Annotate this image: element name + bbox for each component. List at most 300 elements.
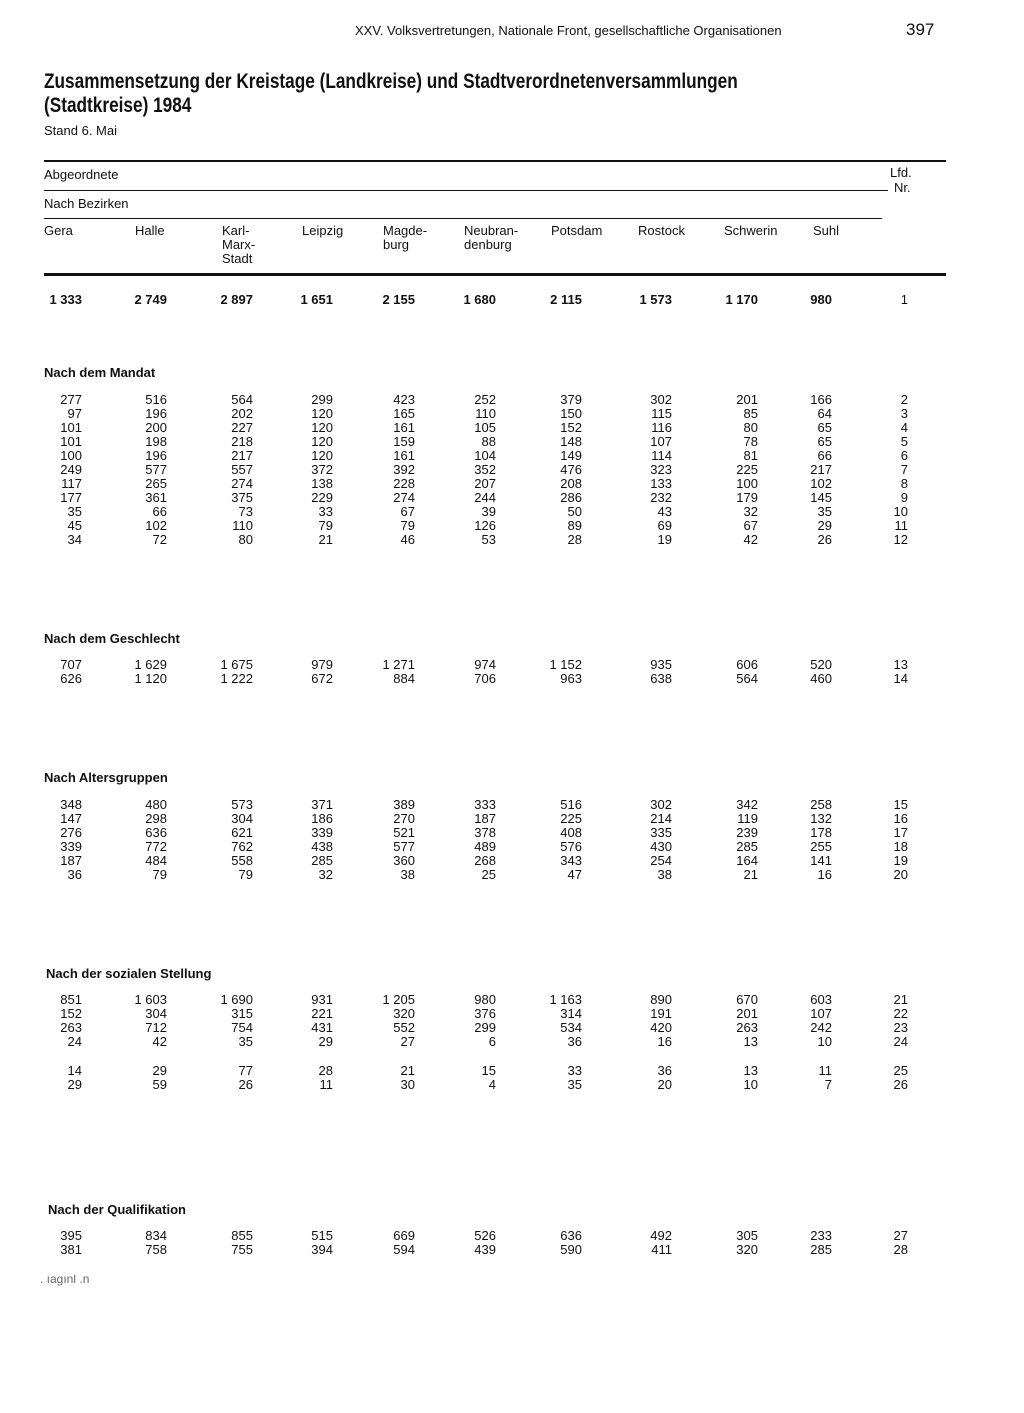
table-cell: 138 xyxy=(311,476,333,491)
row-number: 27 xyxy=(893,1228,908,1243)
table-cell: 423 xyxy=(393,392,415,407)
table-cell: 152 xyxy=(560,420,582,435)
table-cell: 100 xyxy=(60,448,82,463)
table-cell: 102 xyxy=(145,518,167,533)
table-cell: 35 xyxy=(567,1077,582,1092)
table-cell: 227 xyxy=(231,420,253,435)
table-cell: 4 xyxy=(488,1077,496,1092)
table-cell: 268 xyxy=(474,853,496,868)
table-cell: 36 xyxy=(567,1034,582,1049)
table-cell: 166 xyxy=(810,392,832,407)
table-cell: 276 xyxy=(60,825,82,840)
table-cell: 35 xyxy=(238,1034,253,1049)
table-cell: 88 xyxy=(481,434,496,449)
table-cell: 201 xyxy=(736,392,758,407)
table-cell: 263 xyxy=(736,1020,758,1035)
table-cell: 21 xyxy=(318,532,333,547)
table-cell: 381 xyxy=(60,1242,82,1257)
table-cell: 28 xyxy=(567,532,582,547)
table-cell: 302 xyxy=(650,797,672,812)
table-cell: 394 xyxy=(311,1242,333,1257)
row-number: 9 xyxy=(900,490,908,505)
table-cell: 11 xyxy=(319,1077,333,1092)
table-cell: 431 xyxy=(311,1020,333,1035)
table-cell: 16 xyxy=(817,867,832,882)
table-cell: 379 xyxy=(560,392,582,407)
row-number: 10 xyxy=(893,504,908,519)
rule-top xyxy=(44,160,946,162)
table-cell: 707 xyxy=(60,657,82,672)
table-cell: 1 271 xyxy=(382,657,415,672)
table-cell: 314 xyxy=(560,1006,582,1021)
table-cell: 79 xyxy=(238,867,253,882)
table-cell: 706 xyxy=(474,671,496,686)
table-cell: 576 xyxy=(560,839,582,854)
table-cell: 890 xyxy=(650,992,672,1007)
column-header: Rostock xyxy=(638,223,685,238)
table-cell: 638 xyxy=(650,671,672,686)
table-cell: 79 xyxy=(318,518,333,533)
table-cell: 24 xyxy=(67,1034,82,1049)
table-cell: 577 xyxy=(145,462,167,477)
column-header: Leipzig xyxy=(302,223,344,238)
table-cell: 408 xyxy=(560,825,582,840)
page-title xyxy=(44,70,738,118)
table-cell: 221 xyxy=(311,1006,333,1021)
table-cell: 29 xyxy=(67,1077,82,1092)
table-cell: 1 603 xyxy=(134,992,167,1007)
row-number: 12 xyxy=(893,532,908,547)
row-number: 21 xyxy=(893,992,908,1007)
table-cell: 65 xyxy=(817,434,832,449)
row-number: 11 xyxy=(894,518,908,533)
table-cell: 145 xyxy=(810,490,832,505)
table-cell: 360 xyxy=(393,853,415,868)
table-cell: 361 xyxy=(145,490,167,505)
table-cell: 29 xyxy=(817,518,832,533)
table-cell: 89 xyxy=(567,518,582,533)
table-cell: 758 xyxy=(145,1242,167,1257)
table-cell: 395 xyxy=(60,1228,82,1243)
table-cell: 21 xyxy=(743,867,758,882)
table-cell: 228 xyxy=(393,476,415,491)
table-cell: 79 xyxy=(152,867,167,882)
table-cell: 755 xyxy=(231,1242,253,1257)
table-cell: 476 xyxy=(560,462,582,477)
row-number: 14 xyxy=(893,671,908,686)
table-cell: 315 xyxy=(231,1006,253,1021)
table-cell: 16 xyxy=(657,1034,672,1049)
table-cell: 19 xyxy=(657,532,672,547)
table-cell: 53 xyxy=(481,532,496,547)
table-cell: 594 xyxy=(393,1242,415,1257)
table-cell: 201 xyxy=(736,1006,758,1021)
row-number: 7 xyxy=(900,462,908,477)
table-cell: 20 xyxy=(657,1077,672,1092)
table-cell: 712 xyxy=(145,1020,167,1035)
section-title: Nach dem Mandat xyxy=(44,365,156,380)
table-cell: 430 xyxy=(650,839,672,854)
title-line-2: (Stadtkreise) 1984 xyxy=(44,94,192,117)
table-cell: 191 xyxy=(650,1006,672,1021)
table-cell: 42 xyxy=(743,532,758,547)
table-cell: 46 xyxy=(400,532,415,547)
table-cell: 59 xyxy=(152,1077,167,1092)
table-cell: 2 155 xyxy=(382,292,415,307)
table-cell: 274 xyxy=(393,490,415,505)
table-cell: 590 xyxy=(560,1242,582,1257)
table-cell: 371 xyxy=(311,797,333,812)
table-cell: 80 xyxy=(743,420,758,435)
row-number: 23 xyxy=(893,1020,908,1035)
table-cell: 147 xyxy=(60,811,82,826)
table-cell: 1 222 xyxy=(220,671,253,686)
table-cell: 2 115 xyxy=(550,292,582,307)
table-cell: 834 xyxy=(145,1228,167,1243)
table-cell: 152 xyxy=(60,1006,82,1021)
header-lfd: Lfd. xyxy=(890,165,912,180)
table-cell: 239 xyxy=(736,825,758,840)
table-cell: 285 xyxy=(810,1242,832,1257)
row-number: 1 xyxy=(900,292,908,307)
header-nach-bezirken: Nach Bezirken xyxy=(44,196,129,211)
row-number: 20 xyxy=(893,867,908,882)
table-cell: 161 xyxy=(393,448,415,463)
table-cell: 1 675 xyxy=(220,657,253,672)
table-cell: 15 xyxy=(481,1063,496,1078)
table-cell: 672 xyxy=(311,671,333,686)
table-cell: 6 xyxy=(488,1034,496,1049)
table-cell: 161 xyxy=(393,420,415,435)
table-cell: 196 xyxy=(145,406,167,421)
table-cell: 564 xyxy=(736,671,758,686)
table-cell: 45 xyxy=(67,518,82,533)
table-cell: 974 xyxy=(474,657,496,672)
table-cell: 196 xyxy=(145,448,167,463)
table-cell: 207 xyxy=(474,476,496,491)
table-cell: 150 xyxy=(560,406,582,421)
table-cell: 323 xyxy=(650,462,672,477)
table-cell: 30 xyxy=(400,1077,415,1092)
table-cell: 1 163 xyxy=(549,992,582,1007)
row-number: 6 xyxy=(900,448,908,463)
table-cell: 120 xyxy=(311,434,333,449)
table-cell: 78 xyxy=(743,434,758,449)
column-header: Karl- Marx- Stadt xyxy=(222,223,256,266)
row-number: 2 xyxy=(900,392,908,407)
table-cell: 66 xyxy=(152,504,167,519)
table-cell: 120 xyxy=(311,420,333,435)
column-header: Schwerin xyxy=(724,223,778,238)
table-cell: 208 xyxy=(560,476,582,491)
table-cell: 35 xyxy=(817,504,832,519)
table-cell: 148 xyxy=(560,434,582,449)
table-cell: 232 xyxy=(650,490,672,505)
table-cell: 754 xyxy=(231,1020,253,1035)
column-header: Halle xyxy=(135,223,165,238)
table-cell: 101 xyxy=(60,434,82,449)
table-cell: 21 xyxy=(400,1063,415,1078)
table-cell: 165 xyxy=(393,406,415,421)
table-cell: 85 xyxy=(743,406,758,421)
table-cell: 64 xyxy=(817,406,832,421)
table-cell: 1 680 xyxy=(463,292,496,307)
table-cell: 36 xyxy=(67,867,82,882)
table-cell: 25 xyxy=(481,867,496,882)
table-cell: 636 xyxy=(560,1228,582,1243)
table-cell: 100 xyxy=(736,476,758,491)
table-cell: 516 xyxy=(560,797,582,812)
table-cell: 119 xyxy=(737,811,758,826)
table-cell: 80 xyxy=(238,532,253,547)
row-number: 28 xyxy=(893,1242,908,1257)
table-cell: 489 xyxy=(474,839,496,854)
table-cell: 339 xyxy=(60,839,82,854)
table-cell: 159 xyxy=(393,434,415,449)
row-number: 19 xyxy=(893,853,908,868)
running-head: XXV. Volksvertretungen, Nationale Front, gesellschaftliche Organisationen xyxy=(355,23,782,38)
table-cell: 36 xyxy=(657,1063,672,1078)
table-cell: 126 xyxy=(474,518,496,533)
table-cell: 270 xyxy=(393,811,415,826)
column-header: Potsdam xyxy=(551,223,603,238)
table-cell: 217 xyxy=(810,462,832,477)
table-cell: 335 xyxy=(650,825,672,840)
table-cell: 14 xyxy=(67,1063,82,1078)
table-cell: 520 xyxy=(810,657,832,672)
row-number: 5 xyxy=(900,434,908,449)
table-cell: 320 xyxy=(736,1242,758,1257)
table-cell: 110 xyxy=(232,518,253,533)
table-cell: 557 xyxy=(231,462,253,477)
table-cell: 772 xyxy=(145,839,167,854)
table-cell: 32 xyxy=(743,504,758,519)
table-cell: 229 xyxy=(311,490,333,505)
table-cell: 218 xyxy=(231,434,253,449)
table-cell: 164 xyxy=(736,853,758,868)
table-cell: 43 xyxy=(657,504,672,519)
table-cell: 26 xyxy=(238,1077,253,1092)
table-cell: 389 xyxy=(393,797,415,812)
table-cell: 67 xyxy=(743,518,758,533)
table-cell: 249 xyxy=(60,462,82,477)
table-cell: 120 xyxy=(311,406,333,421)
table-cell: 33 xyxy=(318,504,333,519)
table-cell: 1 120 xyxy=(134,671,167,686)
section-title: Nach der sozialen Stellung xyxy=(46,966,212,981)
table-cell: 460 xyxy=(810,671,832,686)
table-cell: 79 xyxy=(400,518,415,533)
table-cell: 132 xyxy=(810,811,832,826)
table-cell: 931 xyxy=(311,992,333,1007)
table-cell: 258 xyxy=(810,797,832,812)
row-number: 8 xyxy=(900,476,908,491)
table-cell: 265 xyxy=(145,476,167,491)
table-cell: 521 xyxy=(393,825,415,840)
table-cell: 186 xyxy=(311,811,333,826)
table-cell: 50 xyxy=(567,504,582,519)
table-cell: 304 xyxy=(145,1006,167,1021)
table-cell: 2 897 xyxy=(220,292,253,307)
table-cell: 27 xyxy=(400,1034,415,1049)
table-cell: 81 xyxy=(743,448,758,463)
table-cell: 621 xyxy=(231,825,253,840)
table-cell: 28 xyxy=(318,1063,333,1078)
table-cell: 372 xyxy=(311,462,333,477)
table-cell: 114 xyxy=(651,448,672,463)
table-cell: 177 xyxy=(60,490,82,505)
table-cell: 439 xyxy=(474,1242,496,1257)
table-cell: 225 xyxy=(560,811,582,826)
table-cell: 285 xyxy=(311,853,333,868)
table-cell: 573 xyxy=(231,797,253,812)
table-cell: 263 xyxy=(60,1020,82,1035)
row-number: 22 xyxy=(893,1006,908,1021)
table-cell: 1 690 xyxy=(220,992,253,1007)
table-cell: 72 xyxy=(152,532,167,547)
table-cell: 225 xyxy=(736,462,758,477)
table-cell: 178 xyxy=(810,825,832,840)
column-header: Gera xyxy=(44,223,73,238)
stand-date: Stand 6. Mai xyxy=(44,123,117,138)
table-cell: 1 170 xyxy=(725,292,758,307)
table-cell: 669 xyxy=(393,1228,415,1243)
table-cell: 116 xyxy=(651,420,672,435)
table-cell: 214 xyxy=(650,811,672,826)
table-cell: 42 xyxy=(152,1034,167,1049)
table-cell: 606 xyxy=(736,657,758,672)
table-cell: 29 xyxy=(152,1063,167,1078)
rule-header-bottom xyxy=(44,273,946,276)
row-number: 4 xyxy=(900,420,908,435)
table-cell: 979 xyxy=(311,657,333,672)
table-cell: 420 xyxy=(650,1020,672,1035)
table-cell: 492 xyxy=(650,1228,672,1243)
table-cell: 855 xyxy=(231,1228,253,1243)
page-number: 397 xyxy=(906,20,935,39)
table-cell: 187 xyxy=(474,811,496,826)
section-title: Nach Altersgruppen xyxy=(44,770,168,785)
table-cell: 149 xyxy=(560,448,582,463)
table-cell: 577 xyxy=(393,839,415,854)
table-cell: 342 xyxy=(736,797,758,812)
table-cell: 255 xyxy=(810,839,832,854)
table-cell: 33 xyxy=(567,1063,582,1078)
table-cell: 233 xyxy=(810,1228,832,1243)
table-cell: 285 xyxy=(736,839,758,854)
table-cell: 339 xyxy=(311,825,333,840)
table-cell: 202 xyxy=(231,406,253,421)
table-cell: 133 xyxy=(650,476,672,491)
table-cell: 107 xyxy=(810,1006,832,1021)
row-number: 15 xyxy=(893,797,908,812)
table-cell: 534 xyxy=(560,1020,582,1035)
table-cell: 2 749 xyxy=(134,292,167,307)
table-cell: 105 xyxy=(474,420,496,435)
table-cell: 97 xyxy=(67,406,82,421)
table-cell: 516 xyxy=(145,392,167,407)
row-number: 24 xyxy=(893,1034,908,1049)
table-cell: 39 xyxy=(481,504,496,519)
table-cell: 102 xyxy=(810,476,832,491)
table-cell: 884 xyxy=(393,671,415,686)
row-number: 18 xyxy=(893,839,908,854)
table-cell: 564 xyxy=(231,392,253,407)
table-cell: 392 xyxy=(393,462,415,477)
table-cell: 29 xyxy=(318,1034,333,1049)
column-header: Suhl xyxy=(813,223,840,238)
table-cell: 636 xyxy=(145,825,167,840)
table-cell: 286 xyxy=(560,490,582,505)
table-cell: 1 573 xyxy=(639,292,672,307)
table-cell: 626 xyxy=(60,671,82,686)
table-cell: 77 xyxy=(238,1063,253,1078)
table-cell: 378 xyxy=(474,825,496,840)
table-cell: 484 xyxy=(145,853,167,868)
row-number: 25 xyxy=(893,1063,908,1078)
table-cell: 526 xyxy=(474,1228,496,1243)
title-line-1: Zusammensetzung der Kreistage (Landkreise) und Stadtverordnetenversammlungen xyxy=(44,70,738,93)
column-header: Neubran- denburg xyxy=(464,223,519,252)
table-cell: 299 xyxy=(311,392,333,407)
section-title: Nach der Qualifikation xyxy=(48,1202,186,1217)
table-cell: 558 xyxy=(231,853,253,868)
table-cell: 141 xyxy=(810,853,832,868)
table-cell: 851 xyxy=(60,992,82,1007)
table-cell: 603 xyxy=(810,992,832,1007)
table-cell: 980 xyxy=(810,292,832,307)
table-cell: 101 xyxy=(60,420,82,435)
table-cell: 200 xyxy=(145,420,167,435)
row-number: 26 xyxy=(893,1077,908,1092)
table-cell: 10 xyxy=(817,1034,832,1049)
table-cell: 32 xyxy=(318,867,333,882)
table-cell: 69 xyxy=(657,518,672,533)
table-cell: 179 xyxy=(736,490,758,505)
table-cell: 252 xyxy=(474,392,496,407)
table-cell: 1 205 xyxy=(382,992,415,1007)
table-cell: 304 xyxy=(231,811,253,826)
table-cell: 38 xyxy=(657,867,672,882)
table-cell: 299 xyxy=(474,1020,496,1035)
table-cell: 217 xyxy=(231,448,253,463)
table-cell: 411 xyxy=(651,1242,672,1257)
table-cell: 1 152 xyxy=(549,657,582,672)
table-cell: 670 xyxy=(736,992,758,1007)
table-cell: 274 xyxy=(231,476,253,491)
table-cell: 11 xyxy=(818,1063,832,1078)
table-cell: 515 xyxy=(311,1228,333,1243)
table-cell: 320 xyxy=(393,1006,415,1021)
table-cell: 1 629 xyxy=(134,657,167,672)
table-cell: 376 xyxy=(474,1006,496,1021)
table-cell: 1 651 xyxy=(300,292,333,307)
table-cell: 1 333 xyxy=(49,292,82,307)
table-cell: 10 xyxy=(743,1077,758,1092)
table-cell: 26 xyxy=(817,532,832,547)
table-cell: 47 xyxy=(567,867,582,882)
section-title: Nach dem Geschlecht xyxy=(44,631,180,646)
table-cell: 110 xyxy=(475,406,496,421)
row-number: 16 xyxy=(893,811,908,826)
table-cell: 935 xyxy=(650,657,672,672)
column-header: Magde- burg xyxy=(383,223,428,252)
table-cell: 104 xyxy=(474,448,496,463)
row-number: 17 xyxy=(893,825,908,840)
table-cell: 552 xyxy=(393,1020,415,1035)
table-cell: 13 xyxy=(743,1034,758,1049)
table-cell: 107 xyxy=(650,434,672,449)
